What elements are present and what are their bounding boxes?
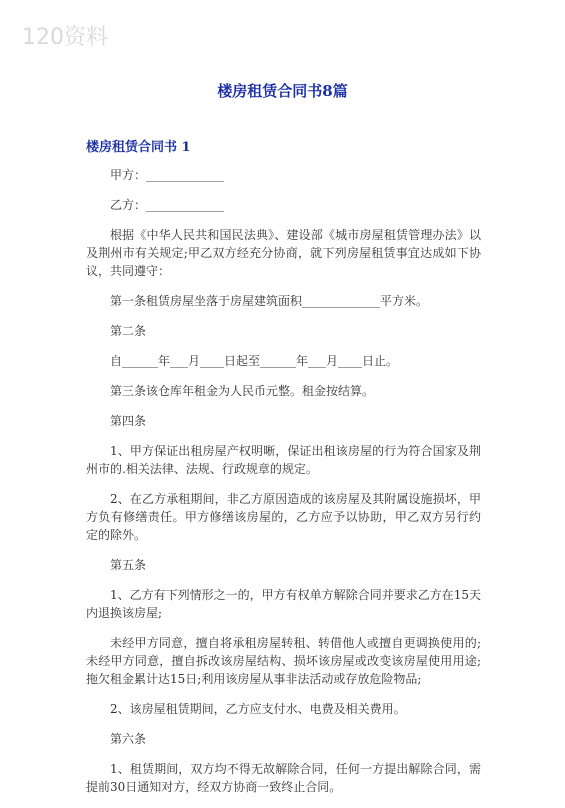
- article-6-clause-1: 1、租赁期间，双方均不得无故解除合同，任何一方提出解除合同，需提前30日通知对方，经双方协商一致终止合同。: [86, 762, 481, 794]
- article-2-heading: 第二条: [110, 324, 147, 338]
- article-5-conditions: 未经甲方同意，擅自将承租房屋转租、转借他人或擅自更调换使用的;未经甲方同意，擅自拆改该房屋结构、损坏该房屋或改变该房屋使用用途;拖欠租金累计达15日;利用该房屋从事非法活动或存放危险物品;: [86, 636, 481, 686]
- lease-term-paragraph: 自______年___月____日起至______年___月____日止。: [110, 354, 399, 368]
- article-5-clause-1: 1、乙方有下列情形之一的，甲方有权单方解除合同并要求乙方在15天内退换该房屋;: [86, 588, 481, 620]
- article-5-heading: 第五条: [110, 558, 147, 572]
- article-1-paragraph: 第一条租赁房屋坐落于房屋建筑面积_____________平方米。: [110, 294, 429, 308]
- article-6-heading: 第六条: [110, 732, 147, 746]
- watermark: 120资料: [22, 25, 108, 50]
- party-a-line: 甲方：_____________: [110, 168, 225, 182]
- article-4-clause-2: 2、在乙方承租期间，非乙方原因造成的该房屋及其附属设施损坏，甲方负有修缮责任。甲方修缮该房屋的，乙方应予以协助，甲乙双方另行约定的除外。: [86, 492, 481, 542]
- article-3-paragraph: 第三条该仓库年租金为人民币元整。租金按结算。: [110, 384, 375, 398]
- document-title: 楼房租赁合同书8篇: [217, 82, 348, 100]
- party-b-line: 乙方：_____________: [110, 198, 225, 212]
- article-4-heading: 第四条: [110, 414, 147, 428]
- preamble-paragraph: 根据《中华人民共和国民法典》、建设部《城市房屋租赁管理办法》以及荆州市有关规定;甲乙双方经充分协商，就下列房屋租赁事宜达成如下协议，共同遵守：: [86, 228, 481, 278]
- article-5-clause-2: 2、该房屋租赁期间，乙方应支付水、电费及相关费用。: [110, 702, 406, 716]
- document-body: [86, 166, 481, 808]
- article-4-clause-1: 1、甲方保证出租房屋产权明晰，保证出租该房屋的行为符合国家及荆州市的.相关法律、法规、行政规章的规定。: [86, 444, 481, 476]
- section-title: 楼房租赁合同书 1: [86, 140, 191, 155]
